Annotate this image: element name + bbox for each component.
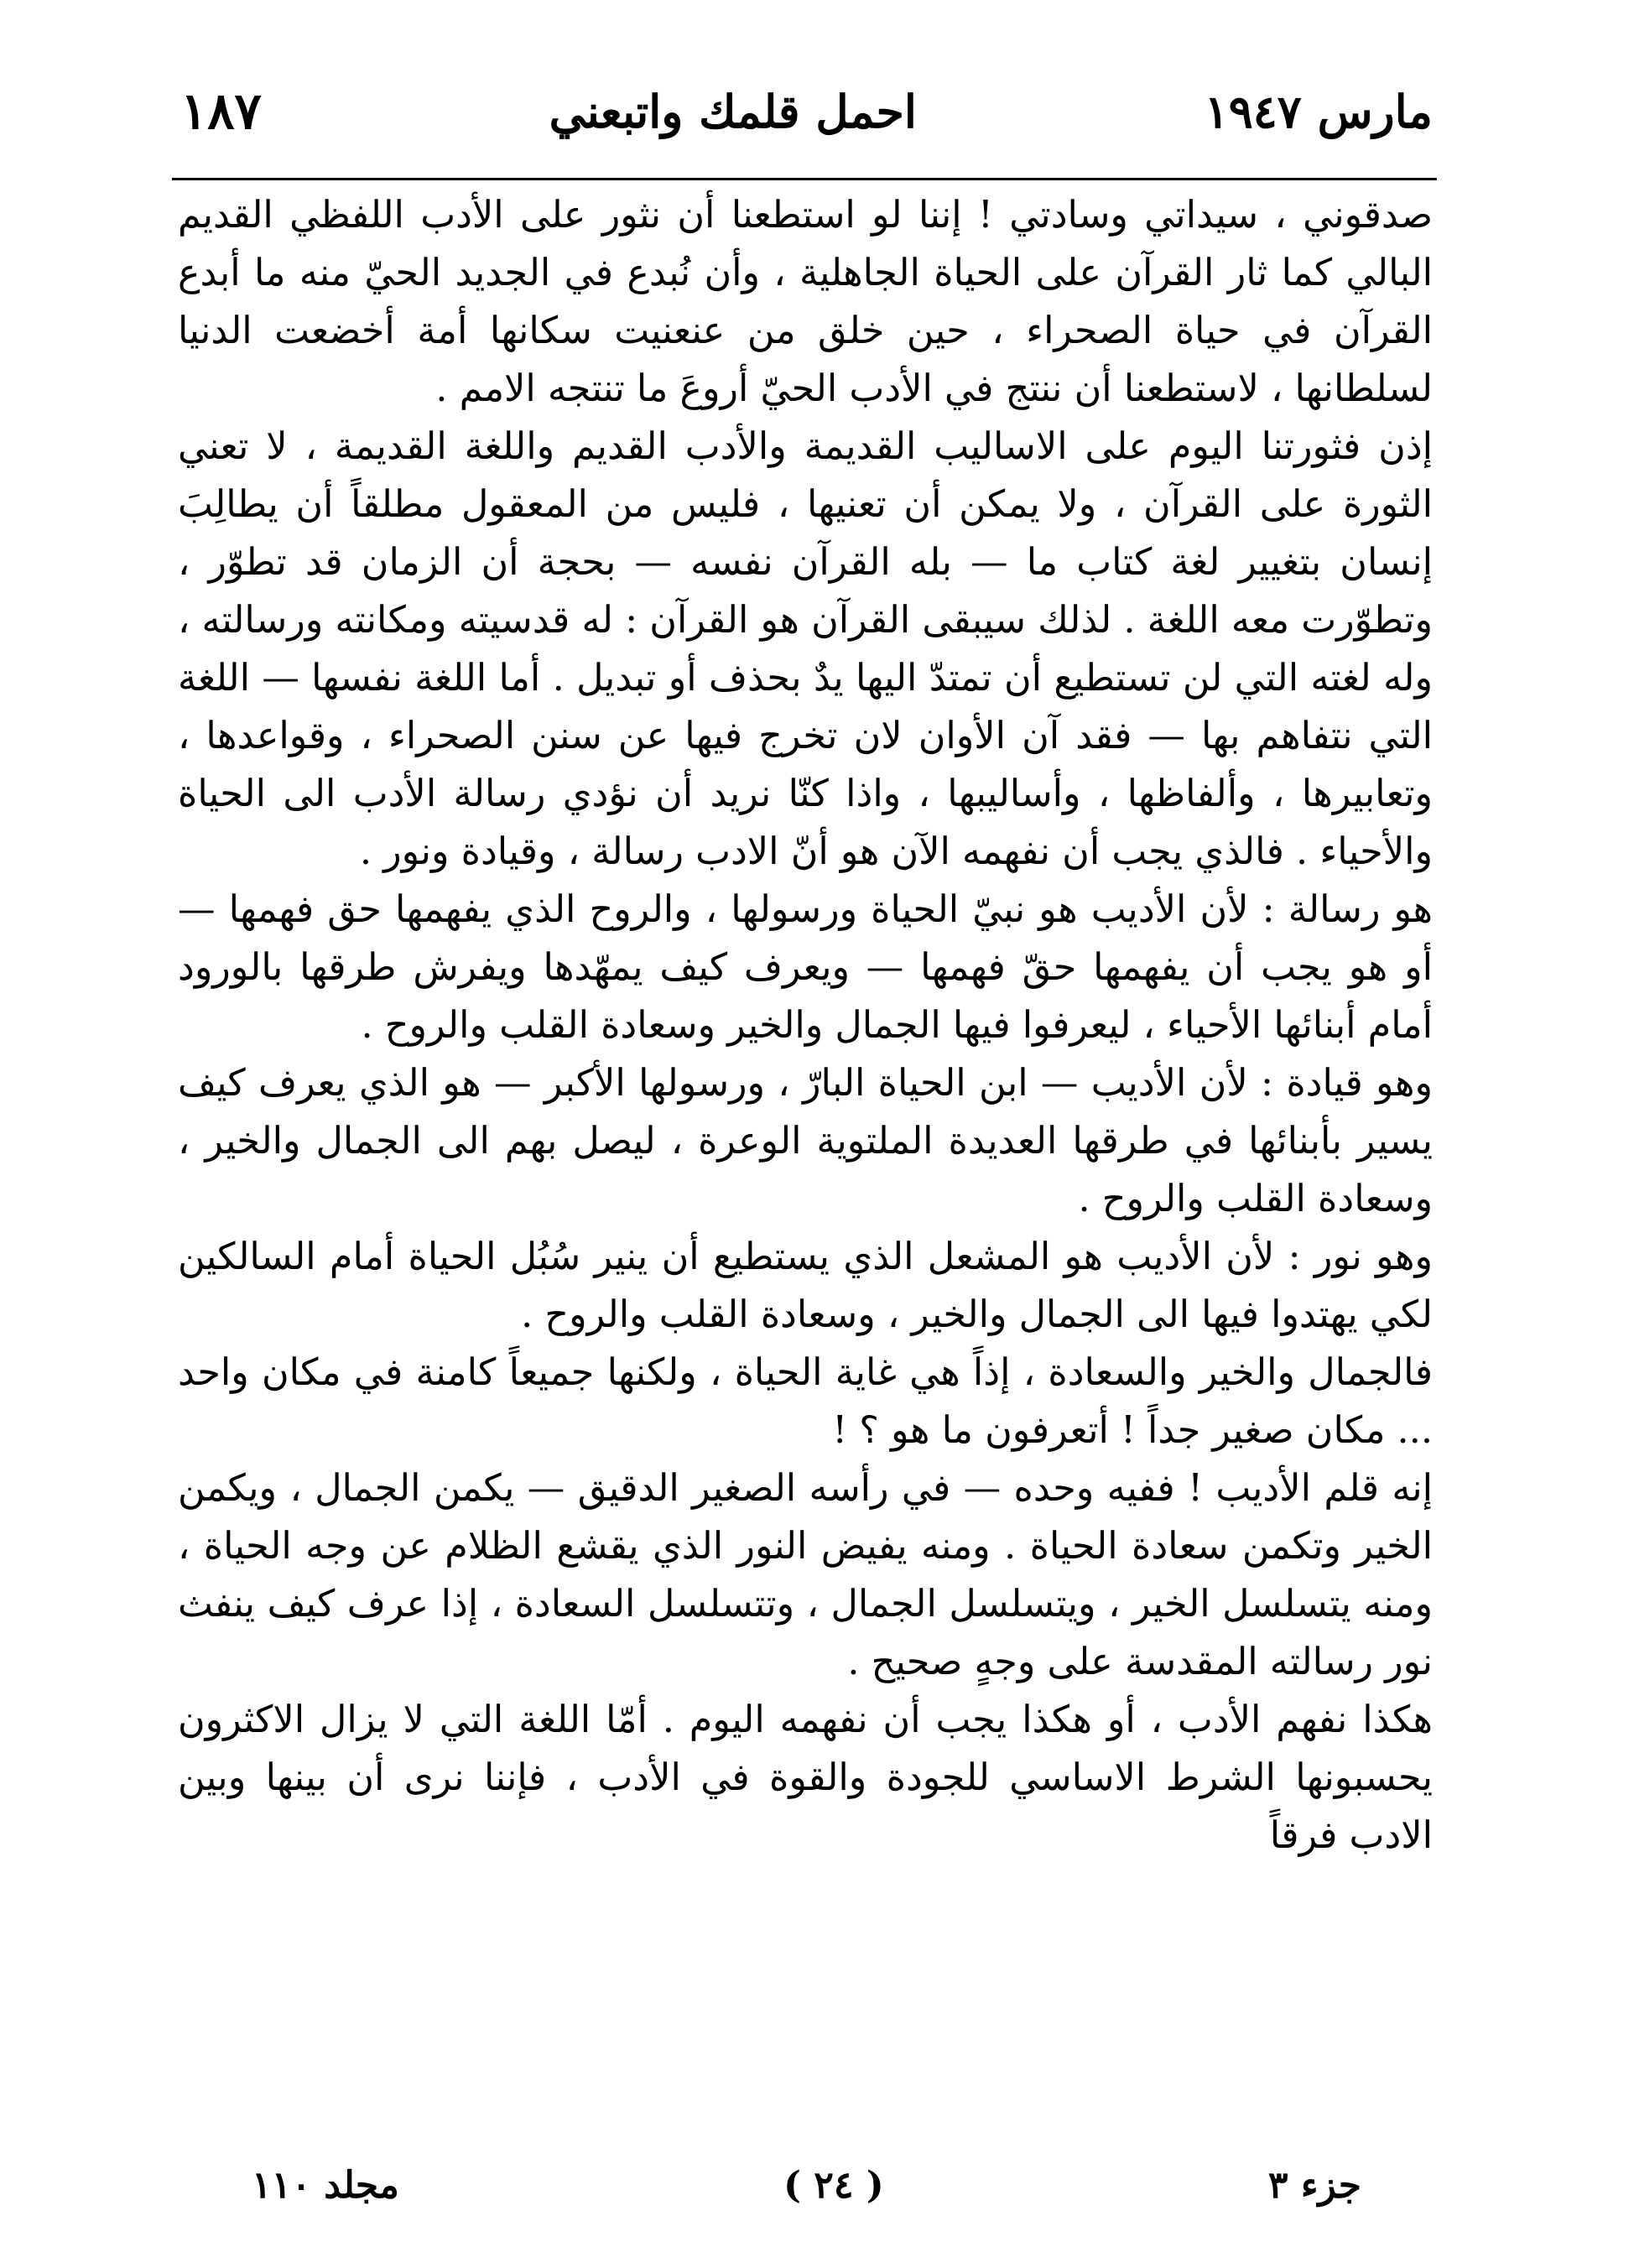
header-title: احمل قلمك واتبعني <box>549 85 917 138</box>
header-date: مارس ١٩٤٧ <box>1204 85 1433 138</box>
footer-issue: ( ٢٤ ) <box>783 2163 884 2207</box>
paragraph: وهو قيادة : لأن الأديب — ابن الحياة البارّ ، ورسولها الأكبر — هو الذي يعرف كيف يسير بأبنائها في طرقها العديدة الملتوية الوعرة ، ليصل بهم الى الجمال والخير ، وسعادة القلب والروح . <box>178 1062 1433 1220</box>
article-body <box>178 186 1433 1865</box>
footer-part: جزء ٣ <box>1267 2163 1361 2207</box>
paragraph: هو رسالة : لأن الأديب هو نبيّ الحياة ورسولها ، والروح الذي يفهمها حق فهمها — أو هو يجب أن يفهمها حقّ فهمها — ويعرف كيف يمهّدها ويفرش طرقها بالورود أمام أبنائها الأحياء ، ليعرفوا فيها الجمال والخير وسعادة القلب والروح . <box>178 888 1433 1047</box>
page-footer <box>252 2156 1361 2214</box>
paragraph: إذن فثورتنا اليوم على الاساليب القديمة والأدب القديم واللغة القديمة ، لا تعني الثورة على القرآن ، ولا يمكن أن تعنيها ، فليس من المعقول مطلقاً أن يطالِبَ إنسان بتغيير لغة كتاب ما — بله القرآن نفسه — بحجة أن الزمان قد تطوّر ، وتطوّرت معه اللغة . لذلك سيبقى القرآن هو القرآن : له قدسيته ومكانته ورسالته ، وله لغته التي لن تستطيع أن تمتدّ اليها يدٌ بحذف أو تبديل . أما اللغة نفسها — اللغة التي نتفاهم بها — فقد آن الأوان لان تخرج فيها عن سنن الصحراء ، وقواعدها ، وتعابيرها ، وألفاظها ، وأساليبها ، واذا كنّا نريد أن نؤدي رسالة الأدب الى الحياة والأحياء . فالذي يجب أن نفهمه الآن هو أنّ الادب رسالة ، وقيادة ونور . <box>178 425 1433 873</box>
footer-volume: مجلد ١١٠ <box>252 2163 399 2207</box>
running-header <box>180 74 1433 149</box>
page-number: ١٨٧ <box>180 82 262 141</box>
paragraph: صدقوني ، سيداتي وسادتي ! إننا لو استطعنا أن نثور على الأدب اللفظي القديم البالي كما ثار القرآن على الحياة الجاهلية ، وأن نُبدع في الجديد الحيّ منه ما أبدع القرآن في حياة الصحراء ، حين خلق من عنعنيت سكانها أمة أخضعت الدنيا لسلطانها ، لاستطعنا أن ننتج في الأدب الحيّ أروعَ ما تنتجه الامم . <box>178 194 1433 410</box>
header-rule <box>172 178 1437 180</box>
paragraph: وهو نور : لأن الأديب هو المشعل الذي يستطيع أن ينير سُبُل الحياة أمام السالكين لكي يهتدوا فيها الى الجمال والخير ، وسعادة القلب والروح . <box>178 1235 1433 1336</box>
paragraph: هكذا نفهم الأدب ، أو هكذا يجب أن نفهمه اليوم . أمّا اللغة التي لا يزال الاكثرون يحسبونها الشرط الاساسي للجودة والقوة في الأدب ، فإننا نرى أن بينها وبين الادب فرقاً <box>178 1698 1433 1857</box>
paragraph: إنه قلم الأديب ! ففيه وحده — في رأسه الصغير الدقيق — يكمن الجمال ، ويكمن الخير وتكمن سعادة الحياة . ومنه يفيض النور الذي يقشع الظلام عن وجه الحياة ، ومنه يتسلسل الخير ، ويتسلسل الجمال ، وتتسلسل السعادة ، إذا عرف كيف ينفث نور رسالته المقدسة على وجهٍ صحيح . <box>178 1467 1433 1683</box>
paragraph: فالجمال والخير والسعادة ، إذاً هي غاية الحياة ، ولكنها جميعاً كامنة في مكان واحد ... مكان صغير جداً ! أتعرفون ما هو ؟ ! <box>178 1351 1433 1452</box>
